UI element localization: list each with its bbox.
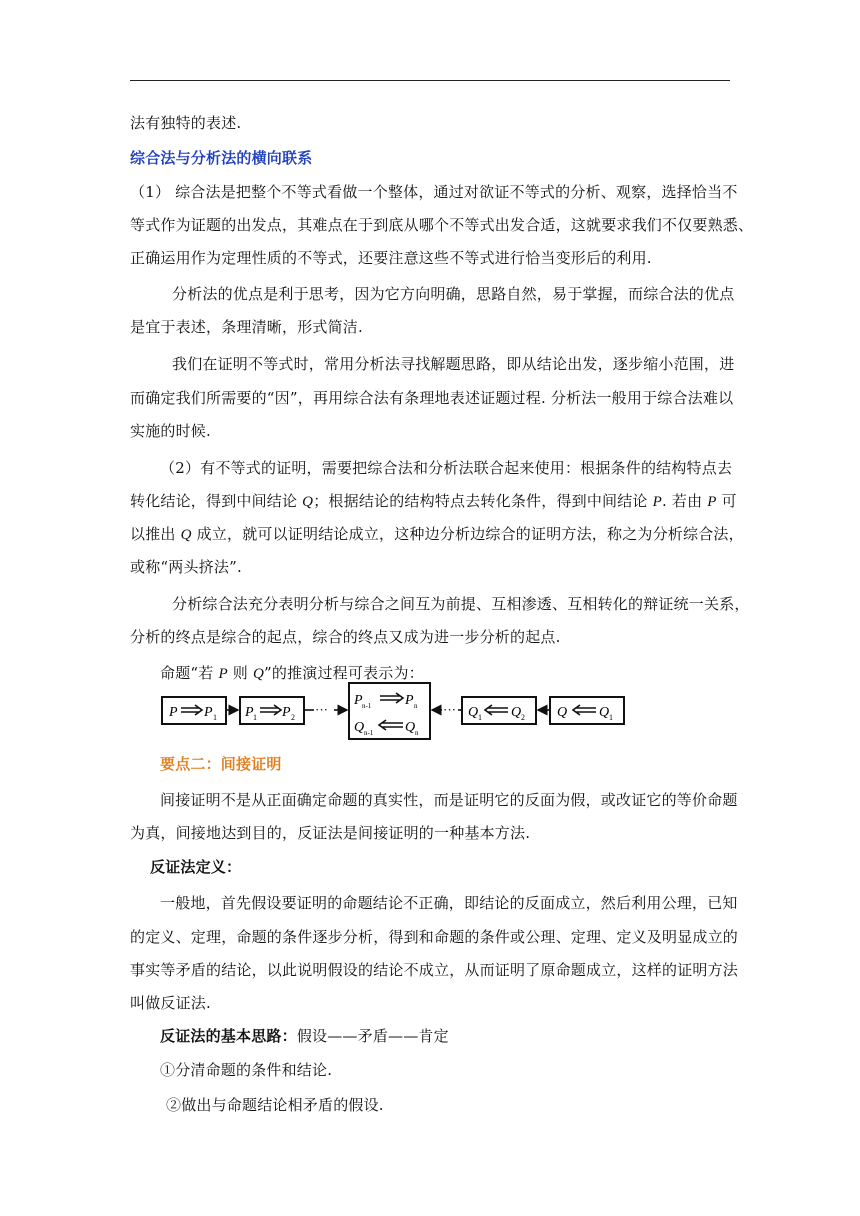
box2-left-var: P [245, 705, 254, 720]
box5-right-sub: 1 [609, 713, 613, 722]
paragraph-line [130, 524, 744, 545]
variable-q: Q [252, 666, 264, 682]
box4-right-var: Q [511, 705, 522, 720]
text-run: 命题“若 [160, 664, 219, 682]
text-run: ”的推演过程可表示为： [264, 664, 424, 682]
box1-right-var: P [204, 705, 213, 720]
paragraph-line: 是宜于表述，条理清晰，形式简洁. [130, 318, 363, 336]
box2-right-sub: 2 [291, 713, 295, 722]
paragraph-line: 一般地，首先假设要证明的命题结论不正确，即结论的反面成立，然后利用公理，已知 [160, 894, 738, 912]
header-rule [130, 80, 730, 81]
paragraph-line: 事实等矛盾的结论，以此说明假设的结论不成立，从而证明了原命题成立，这样的证明方法 [130, 961, 739, 979]
box2-right-var: P [282, 705, 291, 720]
paragraph-line: 为真，间接地达到目的，反证法是间接证明的一种基本方法. [130, 824, 531, 842]
box3-top-right-sub: n [414, 702, 418, 710]
paragraph-line: 叫做反证法. [130, 994, 211, 1012]
paragraph-line: 间接证明不是从正面确定命题的真实性，而是证明它的反面为假，或改证它的等价命题 [160, 791, 738, 809]
box3-top-left-var: P [354, 693, 363, 708]
box1-right-sub: 1 [213, 713, 217, 722]
inline-label: 反证法的基本思路： [160, 1027, 297, 1045]
paragraph-line: 分析法的优点是利于思考，因为它方向明确，思路自然，易于掌握，而综合法的优点 [172, 285, 735, 303]
variable-p: P [707, 494, 717, 510]
implies-arrow [181, 705, 202, 715]
inference-diagram [158, 680, 628, 742]
paragraph-line: 或称“两头挤法”. [130, 558, 242, 576]
variable-q: Q [302, 494, 314, 510]
box5-right-var: Q [599, 705, 610, 720]
box3-top-right-var: P [405, 693, 414, 708]
box3-bottom-right-var: Q [405, 720, 416, 735]
paragraph-line: 的定义、定理，命题的条件逐步分析，得到和命题的条件或公理、定理、定义及明显成立的 [130, 928, 739, 946]
box3-bottom-left-sub: n-1 [364, 729, 374, 737]
box4-left-sub: 1 [478, 713, 482, 722]
list-item: ①分清命题的条件和结论. [160, 1061, 333, 1079]
subheading: 反证法定义： [150, 858, 242, 876]
section-heading: 综合法与分析法的横向联系 [130, 149, 313, 167]
variable-p: P [652, 494, 662, 510]
implied-by-arrow [379, 720, 403, 730]
text-run: 则 [227, 664, 253, 682]
paragraph-line: 我们在证明不等式时，常用分析法寻找解题思路，即从结论出发，逐步缩小范围，进 [172, 355, 735, 373]
text-run: 假设——矛盾——肯定 [296, 1027, 449, 1045]
section-heading: 要点二：间接证明 [160, 755, 282, 773]
paragraph-line: 等式作为证题的出发点，其难点在于到底从哪个不等式出发合适，这就要求我们不仅要熟悉、 [130, 216, 754, 234]
box3-bottom-left-var: Q [354, 720, 365, 735]
ellipsis-right: ··· [443, 702, 456, 717]
variable-q: Q [180, 527, 192, 543]
box4-right-sub: 2 [521, 713, 525, 722]
box3-bottom-right-sub: n [415, 729, 419, 737]
box3-top-left-sub: n-1 [362, 702, 372, 710]
list-item: ②做出与命题结论相矛盾的假设. [166, 1096, 384, 1114]
paragraph-line: （1） 综合法是把整个不等式看做一个整体，通过对欲证不等式的分析、观察，选择恰当不 [130, 183, 738, 201]
implies-arrow [260, 705, 281, 715]
box1-left-var: P [169, 705, 178, 720]
paragraph-line: 分析的终点是综合的起点，综合的终点又成为进一步分析的起点. [130, 628, 561, 646]
implied-by-arrow [485, 705, 508, 715]
paragraph-line: 而确定我们所需要的“因”，再用综合法有条理地表述证题过程. 分析法一般用于综合法难以 [130, 389, 734, 407]
implied-by-arrow [573, 705, 596, 715]
paragraph-line [130, 491, 737, 512]
text-run: 转化结论，得到中间结论 [130, 492, 303, 510]
text-run: ；根据结论的结构特点去转化条件，得到中间结论 [313, 492, 653, 510]
implies-arrow [380, 693, 403, 703]
paragraph-line: 法有独特的表述. [130, 114, 242, 132]
text-run: 可 [716, 492, 737, 510]
paragraph-line: 实施的时候. [130, 422, 211, 440]
paragraph-line: （2）有不等式的证明，需要把综合法和分析法联合起来使用：根据条件的结构特点去 [160, 459, 733, 477]
variable-p: P [218, 666, 228, 682]
paragraph-line: 分析综合法充分表明分析与综合之间互为前提、互相渗透、互相转化的辩证统一关系， [172, 595, 750, 613]
paragraph-line [160, 1026, 449, 1046]
text-run: 以推出 [130, 525, 181, 543]
text-run: . 若由 [661, 492, 708, 510]
box2-left-sub: 1 [253, 713, 257, 722]
box5-left-var: Q [557, 705, 568, 720]
ellipsis-left: ··· [315, 702, 328, 717]
text-run: 成立，就可以证明结论成立，这种边分析边综合的证明方法，称之为分析综合法， [191, 525, 744, 543]
paragraph-line: 正确运用作为定理性质的不等式，还要注意这些不等式进行恰当变形后的利用. [130, 249, 652, 267]
box4-left-var: Q [468, 705, 479, 720]
